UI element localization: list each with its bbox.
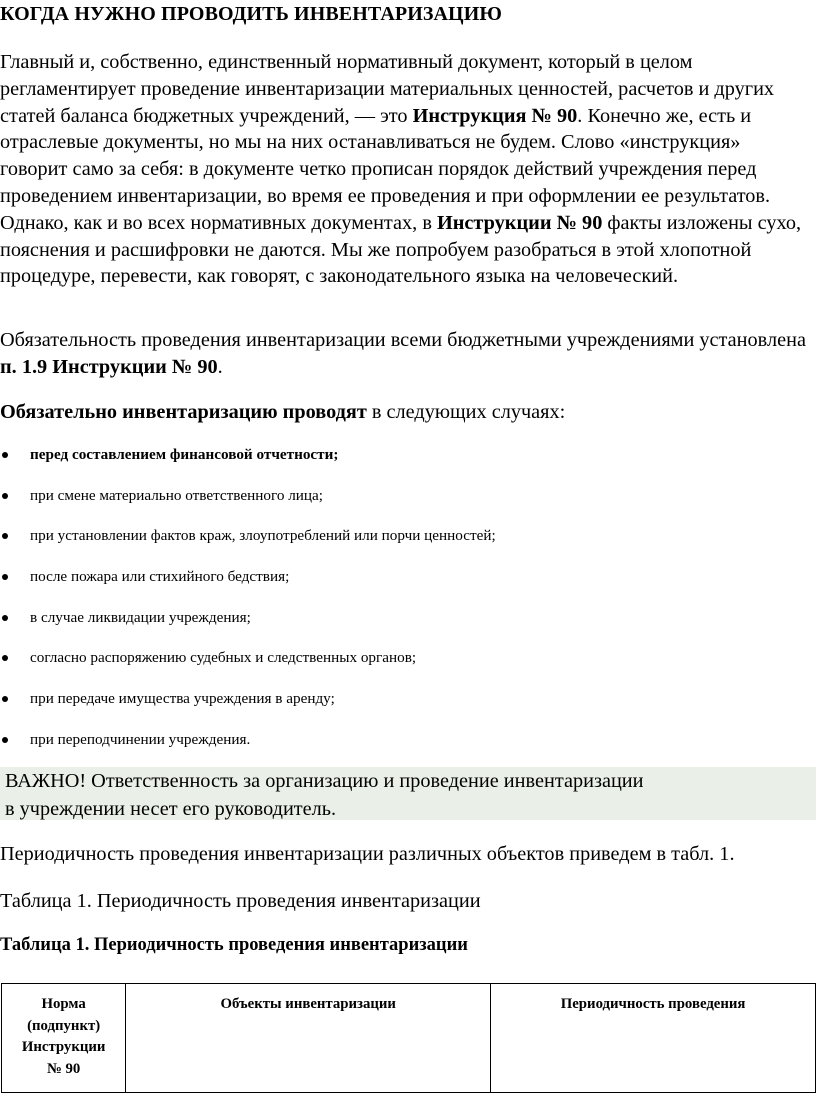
- table-caption: Таблица 1. Периодичность проведения инвентаризации: [0, 890, 481, 912]
- bullet-icon: [2, 655, 8, 661]
- list-item: в случае ликвидации учреждения;: [0, 606, 812, 647]
- bullet-icon: [2, 574, 8, 580]
- mandatory-text-2: .: [217, 355, 223, 378]
- list-item: при установлении фактов краж, злоупотреблений или порчи ценностей;: [0, 524, 812, 565]
- cases-list: [0, 443, 812, 769]
- cases-heading-bold: Обязательно инвентаризацию проводят: [0, 401, 367, 423]
- list-item: при смене материально ответственного лица;: [0, 484, 812, 525]
- bullet-icon: [2, 737, 8, 743]
- periodicity-paragraph: Периодичность проведения инвентаризации различных объектов приведем в табл. 1.: [0, 843, 735, 865]
- list-item: после пожара или стихийного бедствия;: [0, 565, 812, 606]
- table-header-row: [2, 984, 816, 1093]
- list-item: перед составлением финансовой отчетности;: [0, 443, 812, 484]
- bullet-icon: [2, 696, 8, 702]
- important-callout: [0, 767, 816, 820]
- cases-heading: [0, 399, 812, 426]
- intro-text-1: Главный и, собственно, единственный нормативный документ, который в целом регламентирует проведение инвентаризации материальных ценностей, расчетов и других статей баланса бюджетных учреждений, — это: [0, 51, 775, 127]
- intro-text-2: . Конечно же, есть и отраслевые документы, но мы на них останавливаться не будем. Слово «инструкция» говорит само за себя: в документе четко прописан порядок действий учреждения перед проведением инвентаризации, во время ее проведения и при оформлении ее результатов. Однако, как и во всех нормативных документах, в: [0, 104, 771, 234]
- mandatory-paragraph: [0, 327, 812, 381]
- table-caption-bold: Таблица 1. Периодичность проведения инвентаризации: [0, 935, 468, 955]
- list-item: согласно распоряжению судебных и следственных органов;: [0, 646, 812, 687]
- bullet-icon: [2, 452, 8, 458]
- page-title: КОГДА НУЖНО ПРОВОДИТЬ ИНВЕНТАРИЗАЦИЮ: [0, 3, 502, 25]
- list-item: при передаче имущества учреждения в аренду;: [0, 687, 812, 728]
- cases-heading-rest: в следующих случаях:: [366, 401, 566, 423]
- periodicity-table: [1, 983, 816, 1093]
- instruction-reference: Инструкция № 90: [412, 104, 578, 127]
- mandatory-text-1: Обязательность проведения инвентаризации всеми бюджетными учреждениями установлена: [0, 329, 806, 351]
- important-line-1: ВАЖНО! Ответственность за организацию и проведение инвентаризации: [5, 770, 644, 792]
- header-objects: Объекты инвентаризации: [126, 984, 491, 1093]
- bullet-icon: [2, 493, 8, 499]
- instruction-reference: Инструкции № 90: [436, 211, 603, 234]
- intro-text-3: факты изложены сухо, пояснения и расшифровки не даются. Мы же попробуем разобраться в этой хлопотной процедуре, перевести, как говорят, с законодательного языка на человеческий.: [0, 211, 802, 288]
- header-periodicity: Периодичность проведения: [491, 984, 816, 1093]
- important-line-2: в учреждении несет его руководитель.: [5, 797, 337, 820]
- bullet-icon: [2, 533, 8, 539]
- list-item: при переподчинении учреждения.: [0, 728, 812, 769]
- clause-reference: п. 1.9 Инструкции № 90: [0, 355, 218, 378]
- header-norm: Норма (подпункт) Инструкции № 90: [2, 984, 126, 1093]
- bullet-icon: [2, 615, 8, 621]
- intro-paragraph: [0, 49, 812, 290]
